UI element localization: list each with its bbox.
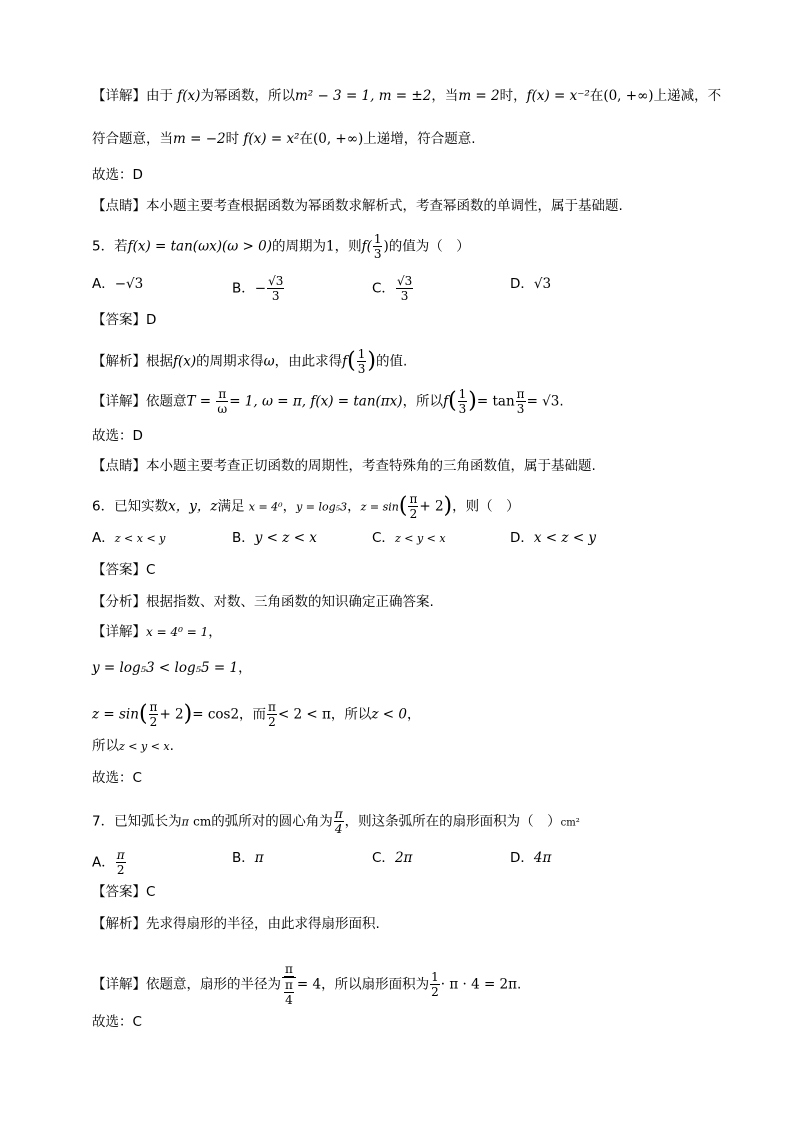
- question-6: 6．已知实数x，y，z满足 x = 4⁰，y = log₅3，z = sin( $\frac{\pi}{2}$ + 2)，则（ ）: [92, 492, 520, 521]
- q7-option-c[interactable]: C．2π: [372, 850, 413, 866]
- q6-detail-1: 【详解】x = 4⁰ = 1，: [92, 624, 222, 640]
- q7-option-b[interactable]: B．π: [232, 850, 264, 866]
- select-line-4: 故选：D: [92, 167, 143, 183]
- q5-analysis: 【解析】根据f(x)的周期求得ω，由此求得f( $\frac{1}{3}$ )的值.: [92, 347, 408, 376]
- question-5: 5．若f(x) = tan(ωx)(ω > 0)的周期为1，则f( $\frac{1}{3}$ )的值为（ ）: [92, 232, 470, 261]
- q5-answer: 【答案】D: [92, 312, 157, 328]
- q7-detail: 【详解】依题意，扇形的半径为 $\frac{\pi}{\frac{\pi}{4}}$ = 4，所以扇形面积为 $\frac{1}{2}$ · π · 4 = 2π.: [92, 962, 522, 1007]
- q6-detail-2: y = log₅3 < log₅5 = 1，: [92, 660, 252, 676]
- q6-answer: 【答案】C: [92, 562, 156, 578]
- q6-option-c[interactable]: C．z < y < x: [372, 530, 446, 546]
- q7-answer: 【答案】C: [92, 884, 156, 900]
- detail-line-2: 符合题意，当m = −2时 f(x) = x²在(0, +∞)上递增，符合题意.: [92, 131, 476, 147]
- tag-detail: 【详解】: [92, 88, 146, 104]
- q6-detail-3: z = sin( $\frac{\pi}{2}$ + 2)= cos2，而 $\frac{\pi}{2}$ < 2 < π，所以z < 0，: [92, 700, 421, 729]
- note-line-4: 【点睛】本小题主要考查根据函数为幂函数求解析式，考查幂函数的单调性，属于基础题.: [92, 198, 623, 214]
- q5-option-c[interactable]: C． $\frac{√3}{3}$: [372, 274, 413, 303]
- question-7: 7．已知弧长为π cm的弧所对的圆心角为 $\frac{\pi}{4}$ ，则这条弧所在的扇形面积为（ ）cm²: [92, 807, 580, 836]
- q5-option-d[interactable]: D．√3: [510, 276, 552, 292]
- q7-option-a[interactable]: A． $\frac{\pi}{2}$: [92, 848, 125, 877]
- q6-option-a[interactable]: A．z < x < y: [92, 530, 166, 546]
- q6-so: 所以z < y < x.: [92, 738, 174, 754]
- q5-select: 故选：D: [92, 428, 143, 444]
- q7-analysis: 【解析】先求得扇形的半径，由此求得扇形面积.: [92, 916, 380, 932]
- q5-note: 【点睛】本小题主要考查正切函数的周期性，考查特殊角的三角函数值，属于基础题.: [92, 458, 596, 474]
- q5-option-b[interactable]: B．− $\frac{√3}{3}$: [232, 274, 284, 303]
- q6-analysis: 【分析】根据指数、对数、三角函数的知识确定正确答案.: [92, 594, 434, 610]
- q6-option-d[interactable]: D．x < z < y: [510, 530, 597, 546]
- q6-option-b[interactable]: B．y < z < x: [232, 530, 317, 546]
- q5-detail: 【详解】依题意T = $\frac{\pi}{\omega}$ = 1, ω = π, f(x) = tan(πx)，所以f( $\frac{1}{3}$ )= tan $\frac{\pi}{3}$ = √3.: [92, 387, 564, 416]
- q7-select: 故选：C: [92, 1014, 142, 1030]
- q7-option-d[interactable]: D．4π: [510, 850, 552, 866]
- detail-line-1: 【详解】由于 f(x)为幂函数，所以m² − 3 = 1, m = ±2，当m = 2时，f(x) = x⁻²在(0, +∞)上递减，不: [92, 88, 722, 104]
- q6-select: 故选：C: [92, 770, 142, 786]
- q5-option-a[interactable]: A．−√3: [92, 276, 144, 292]
